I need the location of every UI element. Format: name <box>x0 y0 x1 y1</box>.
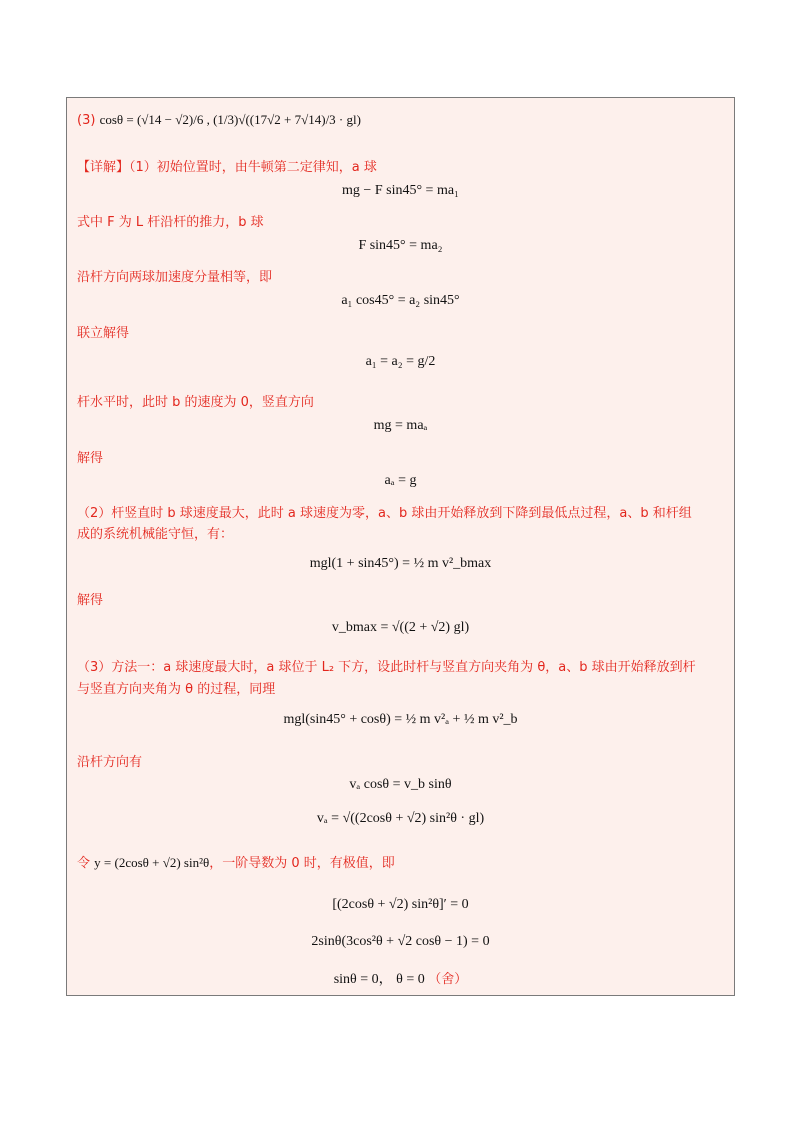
equation-2: F sin45° = ma₂ <box>358 238 443 253</box>
para-7b: 成的系统机械能守恒，有： <box>77 527 234 542</box>
para-10: 沿杆方向有 <box>77 755 143 770</box>
detail-heading <box>77 156 377 175</box>
equation-3: a₁ cos45° = a₂ sin45° <box>341 293 460 308</box>
equation-4: a₁ = a₂ = g/2 <box>365 354 436 369</box>
solution-box <box>66 97 735 996</box>
para-11 <box>77 852 395 871</box>
equation-14-line <box>67 968 734 988</box>
para-7a: （2）杆竖直时 b 球速度最大，此时 a 球速度为零，a、b 球由开始释放到下降到最低点过程，a、b 和杆组 <box>77 506 692 521</box>
para-1: （1）初始位置时，由牛顿第二定律知，a 球 <box>129 160 377 175</box>
equation-8: v_bmax = √((2 + √2) gl) <box>331 620 470 635</box>
equation-12: [(2cosθ + √2) sin²θ]′ = 0 <box>332 897 469 912</box>
para-11-expr: y = (2cosθ + √2) sin²θ <box>94 855 210 870</box>
answer-line <box>77 112 361 128</box>
para-11-pre: 令 <box>77 856 91 871</box>
answer-label: (3) <box>77 113 96 128</box>
answer-equations: cosθ = (√14 − √2)/6 , (1/3)√((17√2 + 7√14)/3 · gl) <box>99 112 361 127</box>
para-5: 杆水平时，此时 b 的速度为 0，竖直方向 <box>77 395 314 410</box>
para-9a: （3）方法一：a 球速度最大时，a 球位于 L₂ 下方，设此时杆与竖直方向夹角为 θ，a、b 球由开始释放到杆 <box>77 660 696 675</box>
para-9b: 与竖直方向夹角为 θ 的过程，同理 <box>77 682 276 697</box>
equation-11: vₐ = √((2cosθ + √2) sin²θ · gl) <box>316 811 485 826</box>
equation-6: aₐ = g <box>384 473 417 488</box>
equation-13: 2sinθ(3cos²θ + √2 cosθ − 1) = 0 <box>311 934 490 949</box>
equation-7: mgl(1 + sin45°) = ½ m v²_bmax <box>309 556 492 571</box>
para-6: 解得 <box>77 451 104 466</box>
para-4: 联立解得 <box>77 326 130 341</box>
para-11-post: ，一阶导数为 0 时，有极值，即 <box>209 856 395 871</box>
equation-9: mgl(sin45° + cosθ) = ½ m v²ₐ + ½ m v²_b <box>283 712 518 727</box>
equation-14: sinθ = 0， θ = 0 <box>333 972 425 987</box>
equation-14-note: （舍） <box>428 972 468 987</box>
detail-tag: 【详解】 <box>77 160 130 175</box>
equation-1: mg − F sin45° = ma₁ <box>342 183 459 198</box>
para-2: 式中 F 为 L 杆沿杆的推力，b 球 <box>77 215 264 230</box>
para-3: 沿杆方向两球加速度分量相等，即 <box>77 270 273 285</box>
equation-10: vₐ cosθ = v_b sinθ <box>349 777 452 792</box>
para-8: 解得 <box>77 593 104 608</box>
equation-5: mg = maₐ <box>373 418 428 433</box>
